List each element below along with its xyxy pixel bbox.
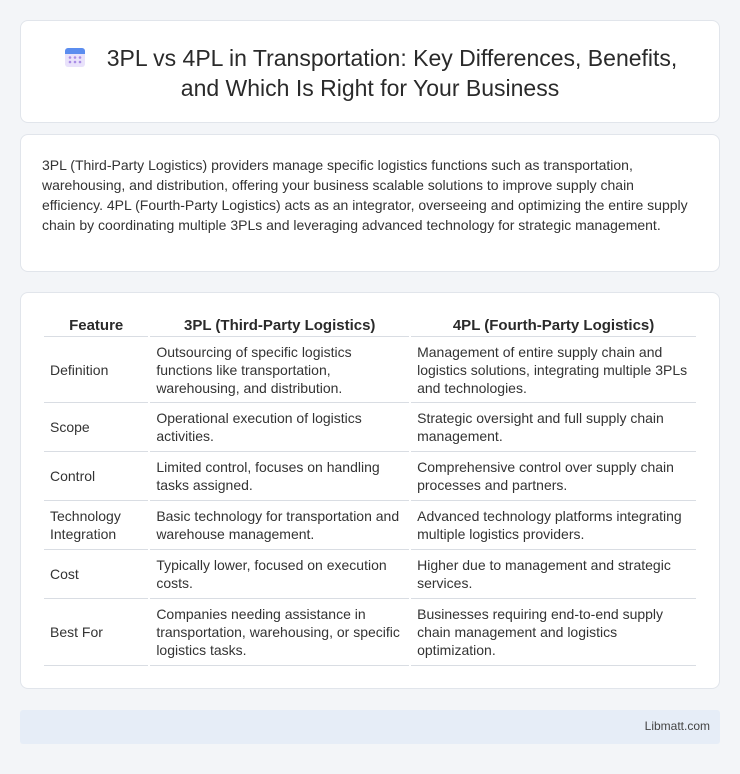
3pl-cell: Operational execution of logistics activities. — [150, 403, 409, 452]
table-row — [44, 599, 696, 666]
feature-cell: Control — [44, 452, 148, 501]
4pl-cell: Management of entire supply chain and logistics solutions, integrating multiple 3PLs and technologies. — [411, 337, 696, 403]
header-3pl: 3PL (Third-Party Logistics) — [150, 315, 409, 337]
table-row — [44, 501, 696, 550]
table-row — [44, 337, 696, 403]
3pl-cell: Basic technology for transportation and warehouse management. — [150, 501, 409, 550]
comparison-card — [20, 292, 720, 689]
header-feature: Feature — [44, 315, 148, 337]
feature-cell: Cost — [44, 550, 148, 599]
calendar-icon — [63, 45, 87, 69]
header-4pl: 4PL (Fourth-Party Logistics) — [411, 315, 696, 337]
footer-brand-link[interactable]: Libmatt.com — [644, 719, 710, 733]
3pl-cell: Companies needing assistance in transportation, warehousing, or specific logistics tasks. — [150, 599, 409, 666]
table-row — [44, 403, 696, 452]
3pl-cell: Limited control, focuses on handling tasks assigned. — [150, 452, 409, 501]
feature-cell: Definition — [44, 337, 148, 403]
title-card — [20, 20, 720, 123]
table-header-row — [44, 315, 696, 337]
intro-card — [20, 134, 720, 272]
intro-paragraph: 3PL (Third-Party Logistics) providers manage specific logistics functions such as transportation, warehousing, and distribution, offering your business scalable solutions to improve supply chain efficiency. 4PL (Fourth-Party Logistics) acts as an integrator, overseeing and optimizing the entire supply chain by coordinating multiple 3PLs and leveraging advanced technology for strategic management. — [42, 157, 688, 233]
3pl-cell: Outsourcing of specific logistics functions like transportation, warehousing, and distribution. — [150, 337, 409, 403]
4pl-cell: Strategic oversight and full supply chain management. — [411, 403, 696, 452]
feature-cell: Best For — [44, 599, 148, 666]
comparison-table — [42, 315, 698, 666]
feature-cell: Technology Integration — [44, 501, 148, 550]
3pl-cell: Typically lower, focused on execution costs. — [150, 550, 409, 599]
table-row — [44, 452, 696, 501]
4pl-cell: Higher due to management and strategic services. — [411, 550, 696, 599]
footer-bar — [20, 710, 720, 744]
4pl-cell: Comprehensive control over supply chain processes and partners. — [411, 452, 696, 501]
table-row — [44, 550, 696, 599]
4pl-cell: Businesses requiring end-to-end supply chain management and logistics optimization. — [411, 599, 696, 666]
page-title-wrap — [21, 43, 719, 103]
page-title: 3PL vs 4PL in Transportation: Key Differences, Benefits, and Which Is Right for Your Business — [106, 45, 678, 101]
4pl-cell: Advanced technology platforms integrating multiple logistics providers. — [411, 501, 696, 550]
feature-cell: Scope — [44, 403, 148, 452]
